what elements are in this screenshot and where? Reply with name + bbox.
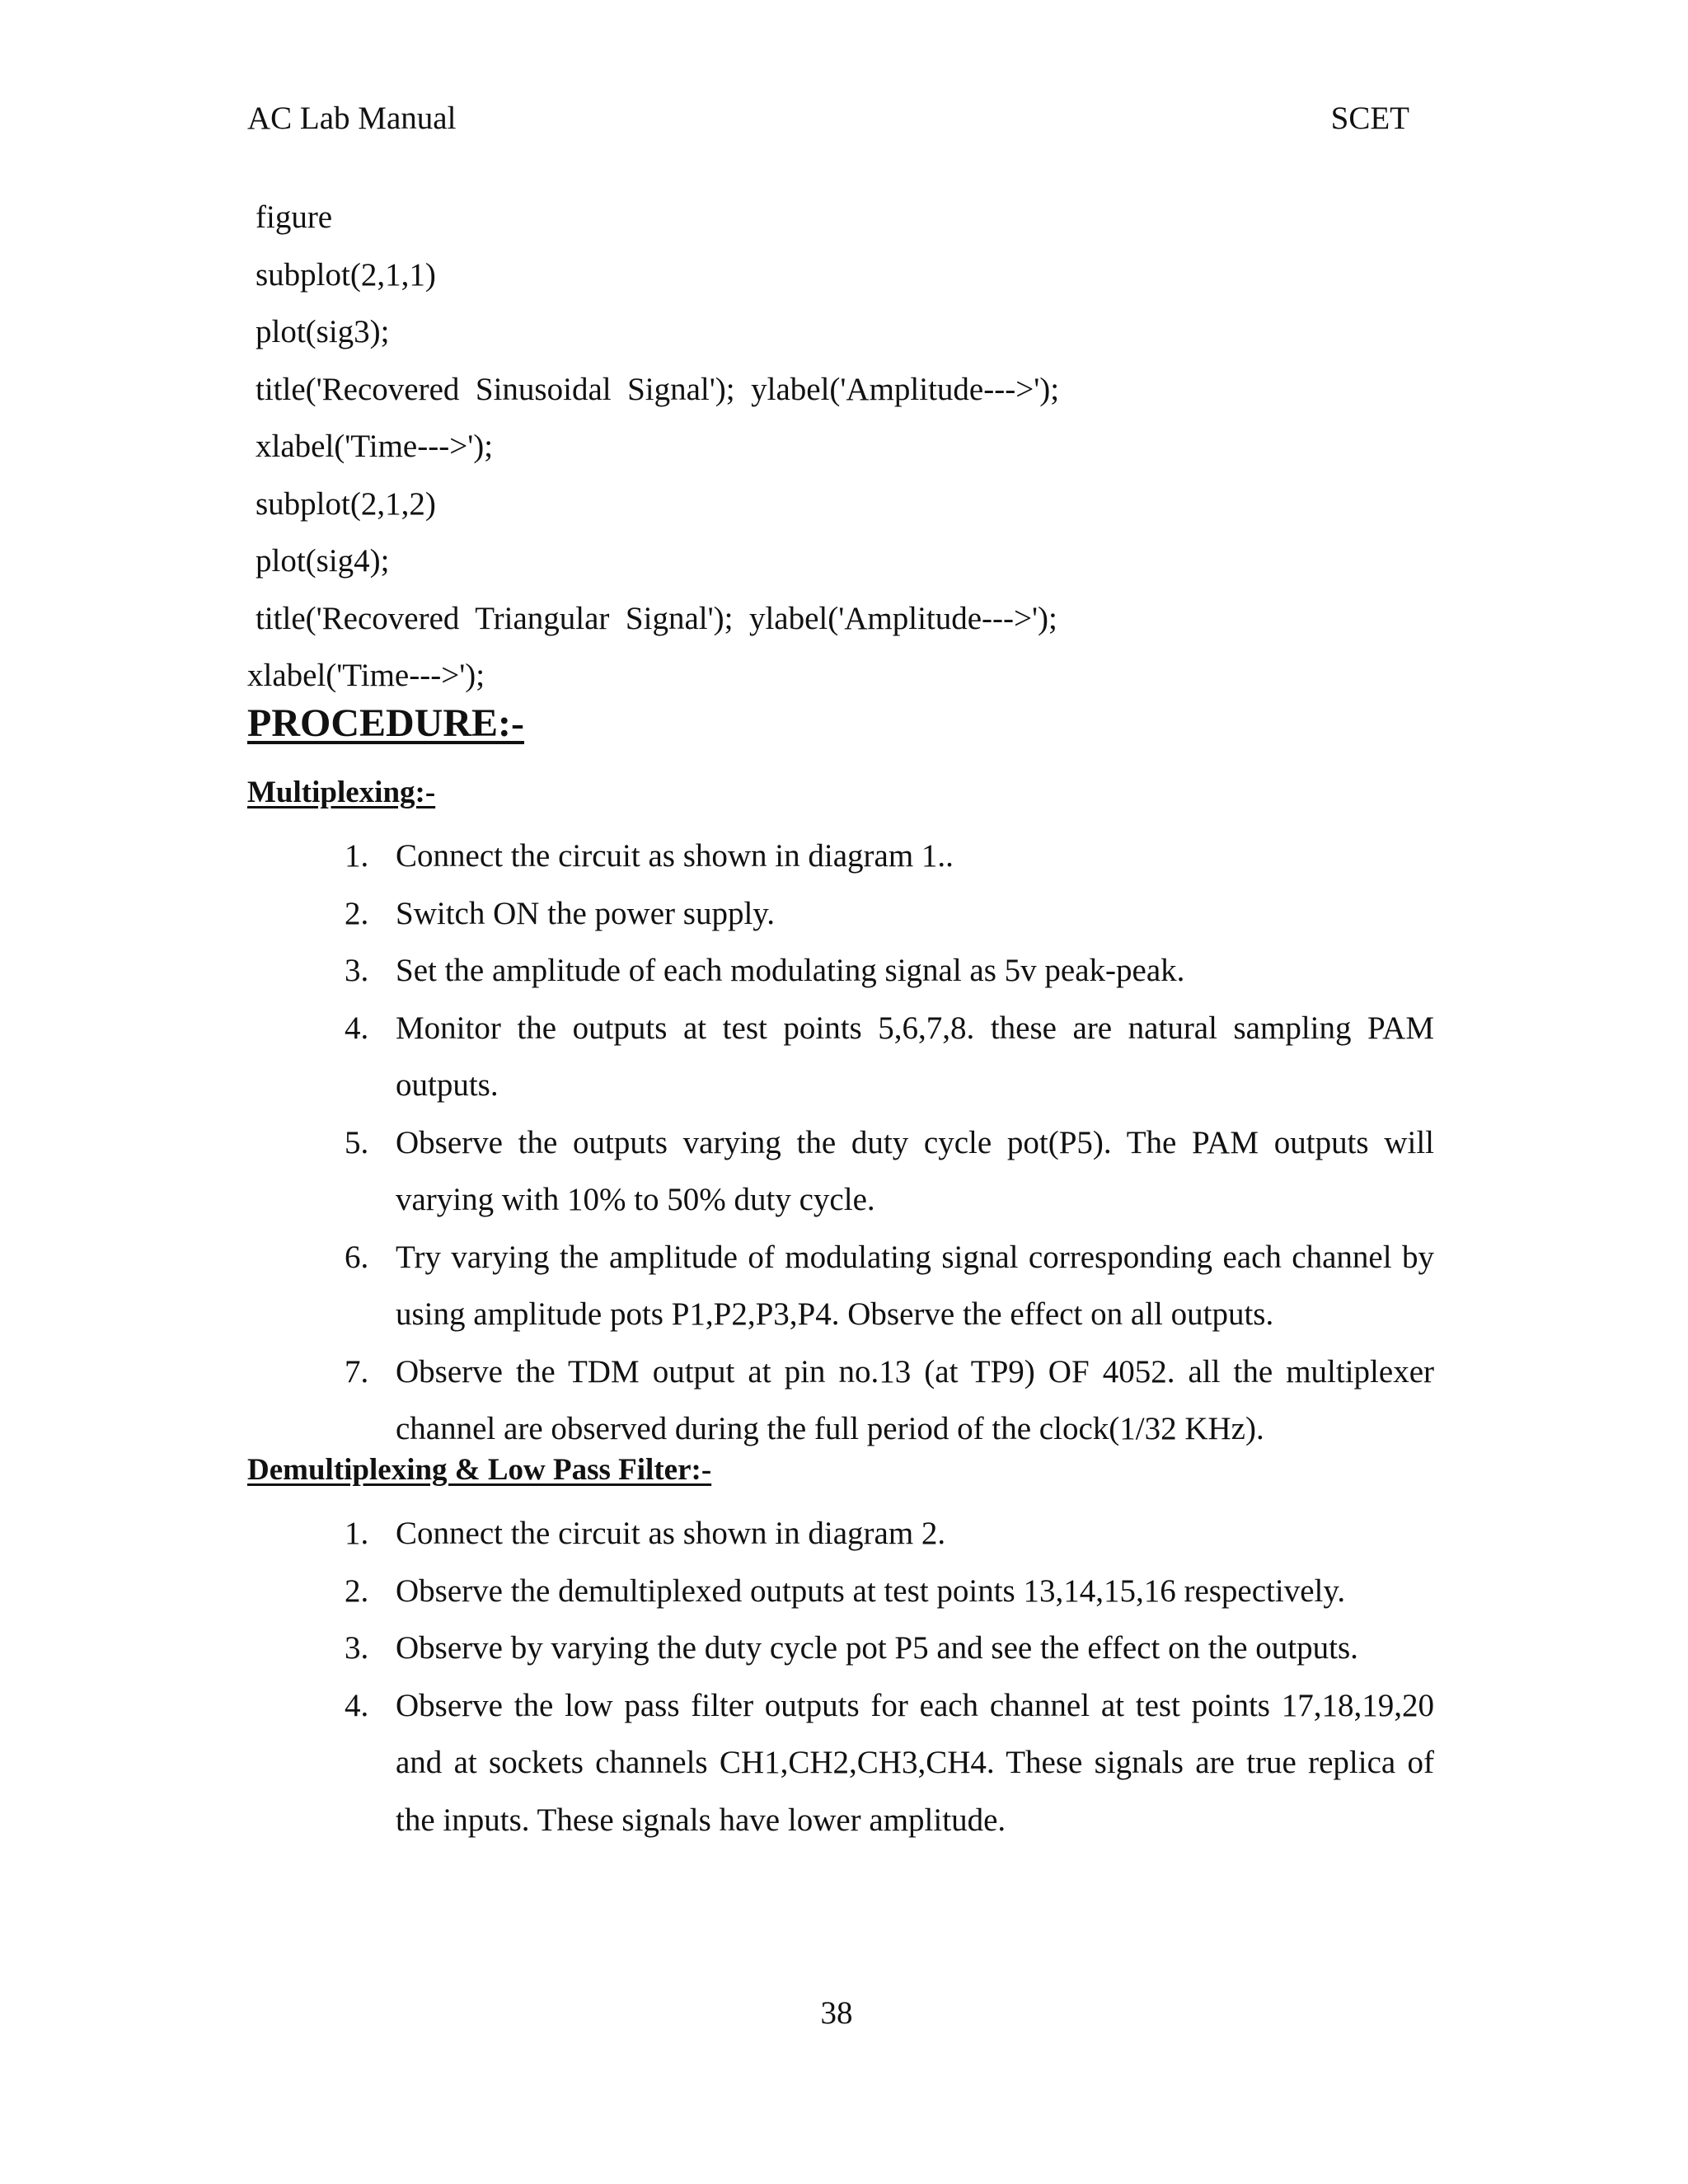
list-item xyxy=(247,1677,1434,1849)
procedure-heading: PROCEDURE:- xyxy=(247,701,524,745)
step-number: 2. xyxy=(345,1572,369,1609)
list-item xyxy=(247,1343,1434,1458)
step-text: Connect the circuit as shown in diagram 2. xyxy=(396,1516,946,1551)
list-item xyxy=(247,885,1434,943)
step-number: 1. xyxy=(345,838,369,874)
step-number: 6. xyxy=(345,1239,369,1275)
matlab-code-block xyxy=(247,193,1442,709)
list-item xyxy=(247,1563,1434,1620)
multiplexing-heading: Multiplexing:- xyxy=(247,776,436,809)
step-number: 7. xyxy=(345,1353,369,1390)
code-line: title('Recovered Triangular Signal'); ylabel('Amplitude--->'); xyxy=(256,600,1057,636)
step-number: 4. xyxy=(345,1687,369,1723)
step-text: Observe by varying the duty cycle pot P5 and see the effect on the outputs. xyxy=(396,1630,1358,1666)
code-line: xlabel('Time--->'); xyxy=(256,429,494,464)
list-item xyxy=(247,1114,1434,1229)
page-number: 38 xyxy=(820,1995,853,2031)
demultiplexing-heading: Demultiplexing & Low Pass Filter:- xyxy=(247,1453,712,1487)
step-text: Observe the demultiplexed outputs at test points 13,14,15,16 respectively. xyxy=(396,1572,1346,1609)
step-text: Observe the TDM output at pin no.13 (at TP9) OF 4052. all the multiplexer channel are observed during the full period of the clock(1/32 KHz). xyxy=(396,1353,1434,1446)
step-text: Try varying the amplitude of modulating signal corresponding each channel by using amplitude pots P1,P2,P3,P4. Observe the effect on all outputs. xyxy=(396,1239,1434,1332)
code-line: xlabel('Time--->'); xyxy=(247,658,485,693)
step-number: 4. xyxy=(345,1010,369,1046)
multiplexing-steps xyxy=(247,827,1434,1458)
step-text: Connect the circuit as shown in diagram 1.. xyxy=(396,838,954,874)
code-line: figure xyxy=(256,199,333,235)
step-text: Observe the low pass filter outputs for each channel at test points 17,18,19,20 and at sockets channels CH1,CH2,CH3,CH4. These signals are true replica of the inputs. These signals have lower amplitude. xyxy=(396,1687,1434,1838)
list-item xyxy=(247,942,1434,1000)
step-number: 3. xyxy=(345,1630,369,1666)
code-line: plot(sig4); xyxy=(256,543,390,579)
list-item xyxy=(247,1619,1434,1677)
code-line: plot(sig3); xyxy=(256,314,390,349)
list-item xyxy=(247,1000,1434,1114)
step-text: Set the amplitude of each modulating signal as 5v peak-peak. xyxy=(396,953,1185,988)
step-text: Monitor the outputs at test points 5,6,7,8. these are natural sampling PAM outputs. xyxy=(396,1010,1434,1103)
step-number: 5. xyxy=(345,1124,369,1160)
step-number: 1. xyxy=(345,1516,369,1551)
list-item xyxy=(247,1229,1434,1343)
step-number: 2. xyxy=(345,895,369,931)
step-number: 3. xyxy=(345,953,369,988)
code-line: title('Recovered Sinusoidal Signal'); ylabel('Amplitude--->'); xyxy=(256,371,1060,407)
list-item xyxy=(247,1505,1434,1563)
header-manual-title: AC Lab Manual xyxy=(247,101,457,136)
code-line: subplot(2,1,2) xyxy=(256,485,436,522)
code-line: subplot(2,1,1) xyxy=(256,256,436,293)
step-text: Observe the outputs varying the duty cycle pot(P5). The PAM outputs will varying with 10% to 50% duty cycle. xyxy=(396,1124,1434,1217)
demultiplexing-steps xyxy=(247,1505,1434,1849)
header-institution: SCET xyxy=(1330,101,1409,136)
step-text: Switch ON the power supply. xyxy=(396,895,776,931)
list-item xyxy=(247,827,1434,885)
